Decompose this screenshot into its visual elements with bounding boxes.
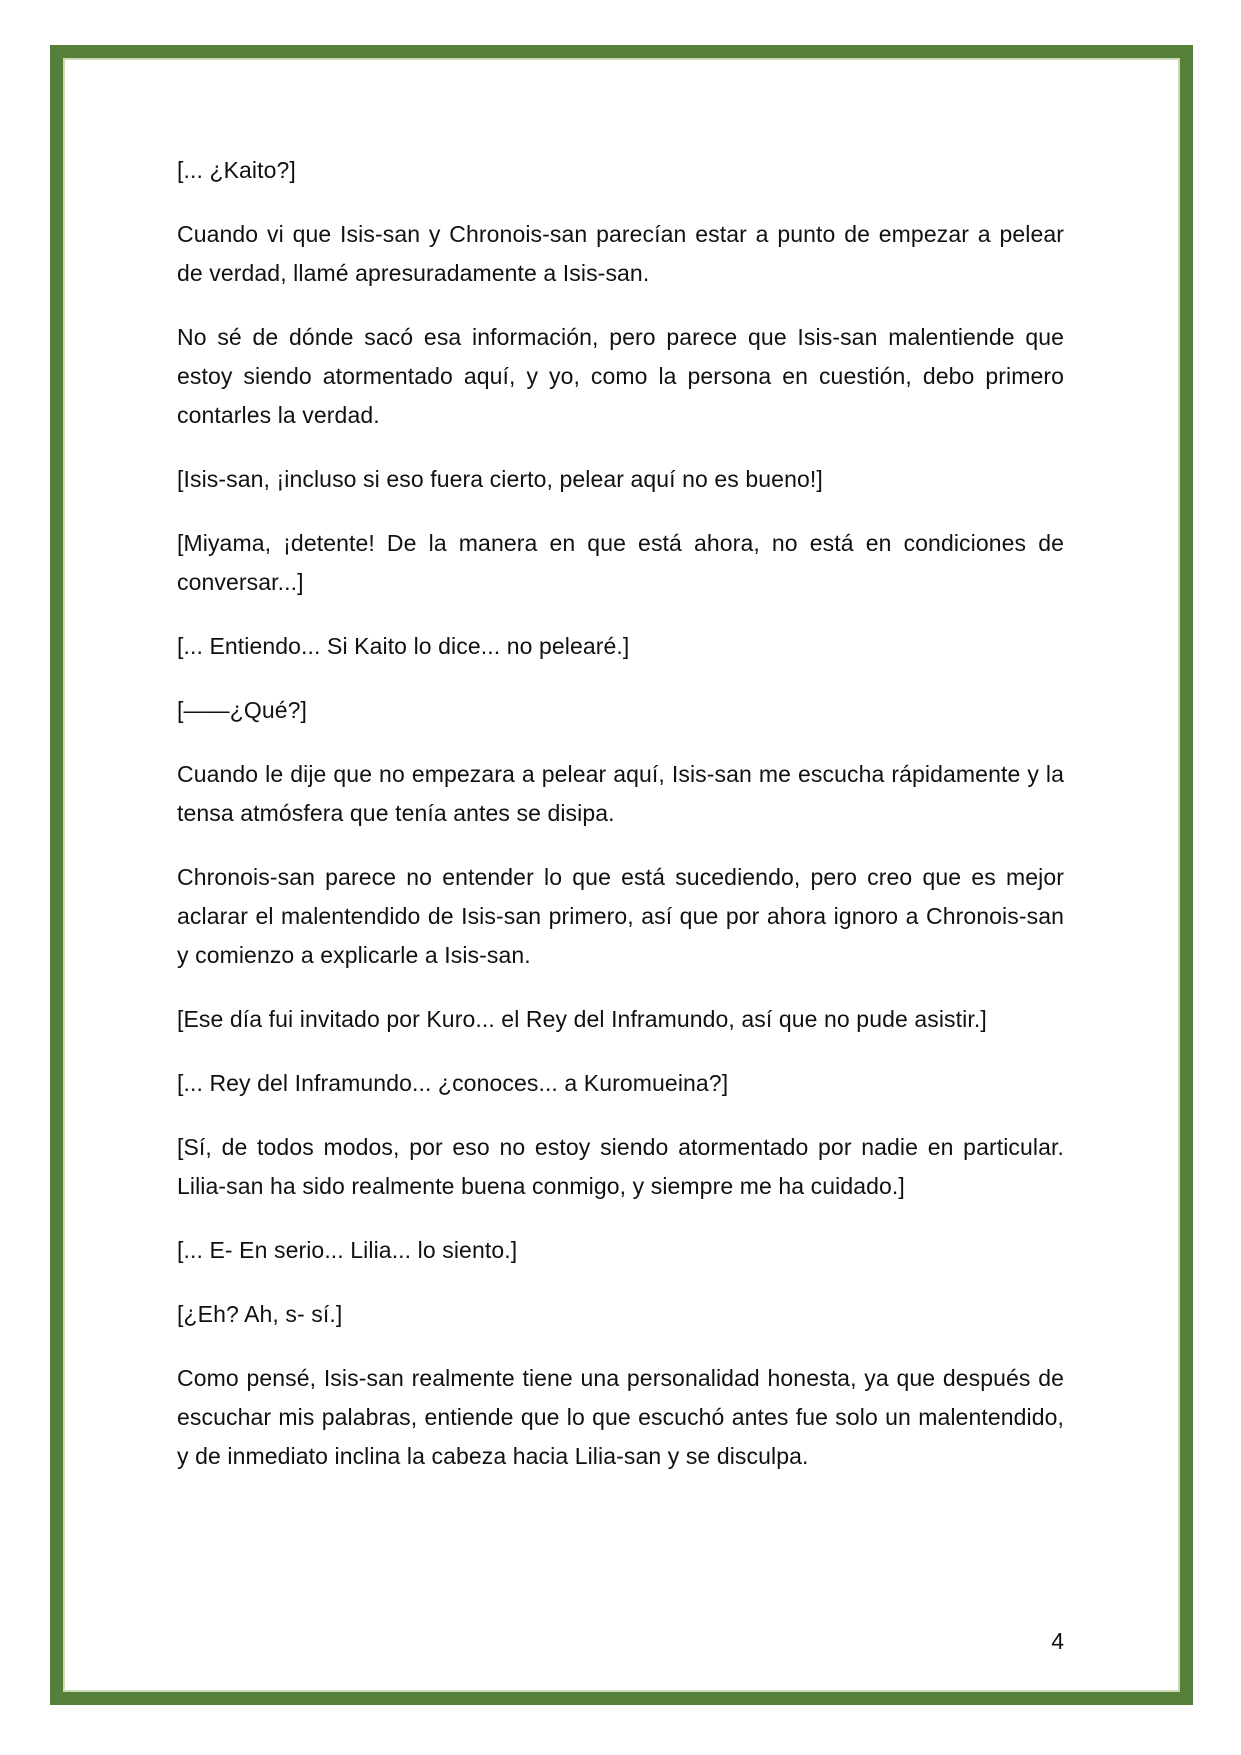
paragraph-narration: Cuando le dije que no empezara a pelear aquí, Isis-san me escucha rápidamente y la tensa atmósfera que tenía antes se disipa. [177, 761, 1064, 826]
paragraph-narration: Cuando vi que Isis-san y Chronois-san parecían estar a punto de empezar a pelear de verdad, llamé apresuradamente a Isis-san. [177, 221, 1064, 286]
page-footer [177, 1622, 1064, 1661]
paragraph-dialogue: [... E- En serio... Lilia... lo siento.] [177, 1237, 518, 1263]
paragraph-narration: No sé de dónde sacó esa información, pero parece que Isis-san malentiende que estoy siendo atormentado aquí, y yo, como la persona en cuestión, debo primero contarles la verdad. [177, 324, 1064, 428]
paragraph-dialogue: [Sí, de todos modos, por eso no estoy siendo atormentado por nadie en particular. Lilia-san ha sido realmente buena conmigo, y siempre me ha cuidado.] [177, 1134, 1064, 1199]
paragraph-dialogue: [¿Eh? Ah, s- sí.] [177, 1301, 343, 1327]
page-body [177, 151, 1064, 1501]
paragraph-narration: Chronois-san parece no entender lo que está sucediendo, pero creo que es mejor aclarar el malentendido de Isis-san primero, así que por ahora ignoro a Chronois-san y comienzo a explicarle a Isis-san. [177, 864, 1064, 968]
paragraph-dialogue: [——¿Qué?] [177, 697, 307, 723]
paragraph-dialogue: [Isis-san, ¡incluso si eso fuera cierto, pelear aquí no es bueno!] [177, 466, 823, 492]
paragraph-narration: Como pensé, Isis-san realmente tiene una personalidad honesta, ya que después de escuchar mis palabras, entiende que lo que escuchó antes fue solo un malentendido, y de inmediato inclina la cabeza hacia Lilia-san y se disculpa. [177, 1365, 1064, 1469]
paragraph-dialogue: [... Rey del Inframundo... ¿conoces... a Kuromueina?] [177, 1070, 729, 1096]
paragraph-dialogue: [... ¿Kaito?] [177, 157, 296, 183]
page-number: 4 [1051, 1628, 1064, 1654]
paragraph-dialogue: [Ese día fui invitado por Kuro... el Rey del Inframundo, así que no pude asistir.] [177, 1006, 987, 1032]
paragraph-dialogue: [Miyama, ¡detente! De la manera en que está ahora, no está en condiciones de conversar...] [177, 530, 1064, 595]
paragraph-dialogue: [... Entiendo... Si Kaito lo dice... no pelearé.] [177, 633, 630, 659]
